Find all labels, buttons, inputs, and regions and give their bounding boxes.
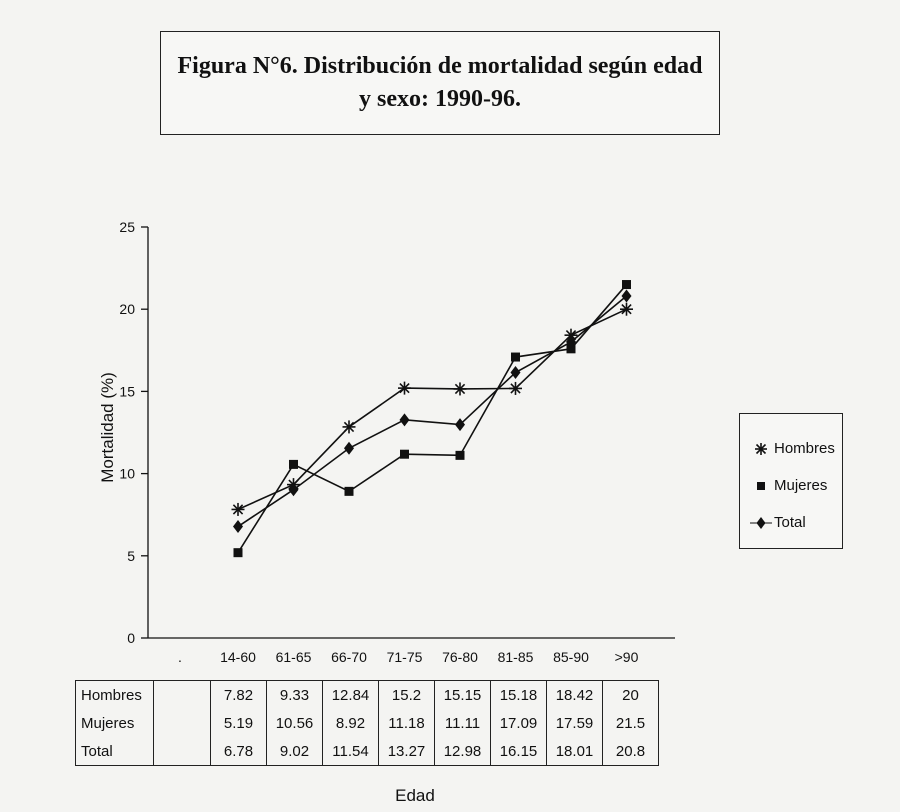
table-cell: 15.18 (491, 681, 547, 710)
table-row-label: Mujeres (76, 709, 154, 737)
data-point-mujeres (511, 353, 520, 362)
square-marker-icon (750, 477, 772, 495)
data-point-total (400, 413, 410, 426)
legend-item-hombres (740, 430, 842, 467)
x-tick-label: 85-90 (553, 649, 589, 665)
legend-item-mujeres (740, 467, 842, 504)
x-tick-label: 71-75 (386, 649, 423, 665)
y-tick-label: 10 (119, 465, 135, 482)
table-cell: 11.18 (379, 709, 435, 737)
y-tick-label: 0 (127, 630, 135, 646)
table-cell: 16.15 (491, 737, 547, 766)
y-tick-label: 25 (119, 219, 135, 235)
table-cell: 9.02 (267, 737, 323, 766)
table-cell: 10.56 (267, 709, 323, 737)
data-point-mujeres (456, 451, 465, 460)
table-cell: 8.92 (323, 709, 379, 737)
table-cell: 13.27 (379, 737, 435, 766)
table-row-label: Total (76, 737, 154, 766)
x-tick-label: 14-60 (220, 649, 256, 665)
y-axis-title: Mortalidad (%) (98, 372, 117, 483)
y-tick-label: 20 (119, 301, 135, 318)
data-point-total (233, 520, 243, 533)
table-cell: 5.19 (211, 709, 267, 737)
table-row (76, 737, 659, 766)
table-cell: 20.8 (603, 737, 659, 766)
x-axis-title: Edad (395, 786, 435, 805)
legend-label-total: Total (774, 514, 806, 531)
y-tick-label: 15 (119, 383, 135, 400)
table-cell: 6.78 (211, 737, 267, 766)
legend-item-total (740, 504, 842, 541)
table-cell: 9.33 (267, 681, 323, 710)
y-tick-label: 5 (127, 547, 135, 564)
table-cell: 20 (603, 681, 659, 710)
x-tick-label: 61-65 (275, 649, 312, 665)
x-tick-label: >90 (614, 649, 639, 665)
table-cell: 12.84 (323, 681, 379, 710)
table-row (76, 709, 659, 737)
series-line-mujeres (238, 285, 627, 553)
data-point-total (455, 418, 465, 431)
data-point-total (511, 366, 521, 379)
data-point-hombres (620, 303, 633, 316)
data-point-total (622, 290, 632, 303)
data-point-mujeres (622, 280, 631, 289)
table-cell: 21.5 (603, 709, 659, 737)
table-cell: 15.15 (435, 681, 491, 710)
data-point-mujeres (289, 460, 298, 469)
data-point-total (344, 442, 354, 455)
table-cell: 11.11 (435, 709, 491, 737)
table-cell: 11.54 (323, 737, 379, 766)
table-cell: 18.42 (547, 681, 603, 710)
star-marker-icon (750, 440, 772, 458)
table-cell: 17.09 (491, 709, 547, 737)
chart-legend (739, 413, 843, 549)
table-row-label: Hombres (76, 681, 154, 710)
diamond-marker-icon (750, 514, 772, 532)
table-cell: 18.01 (547, 737, 603, 766)
data-point-mujeres (345, 487, 354, 496)
table-blank-cell (154, 709, 211, 737)
table-blank-cell (154, 737, 211, 766)
x-tick-label: 66-70 (331, 649, 367, 665)
table-row (76, 681, 659, 710)
figure-title-line-1: Figura N°6. Distribución de mortalidad según edad (177, 53, 703, 79)
data-point-hombres (454, 382, 467, 395)
data-point-hombres (343, 420, 356, 433)
table-cell: 15.2 (379, 681, 435, 710)
data-point-hombres (232, 503, 245, 516)
legend-label-mujeres: Mujeres (774, 477, 828, 494)
data-point-hombres (509, 382, 522, 395)
x-tick-label: 76-80 (442, 649, 478, 665)
x-tick-label: 81-85 (497, 649, 534, 665)
data-point-mujeres (234, 548, 243, 557)
table-cell: 12.98 (435, 737, 491, 766)
table-cell: 17.59 (547, 709, 603, 737)
legend-label-hombres: Hombres (774, 440, 835, 457)
x-axis-stray-mark: . (178, 649, 182, 665)
data-point-mujeres (400, 450, 409, 459)
table-cell: 7.82 (211, 681, 267, 710)
figure-title-line-2: y sexo: 1990-96. (359, 86, 521, 112)
data-point-hombres (398, 382, 411, 395)
table-blank-cell (154, 681, 211, 710)
data-table (75, 680, 659, 766)
